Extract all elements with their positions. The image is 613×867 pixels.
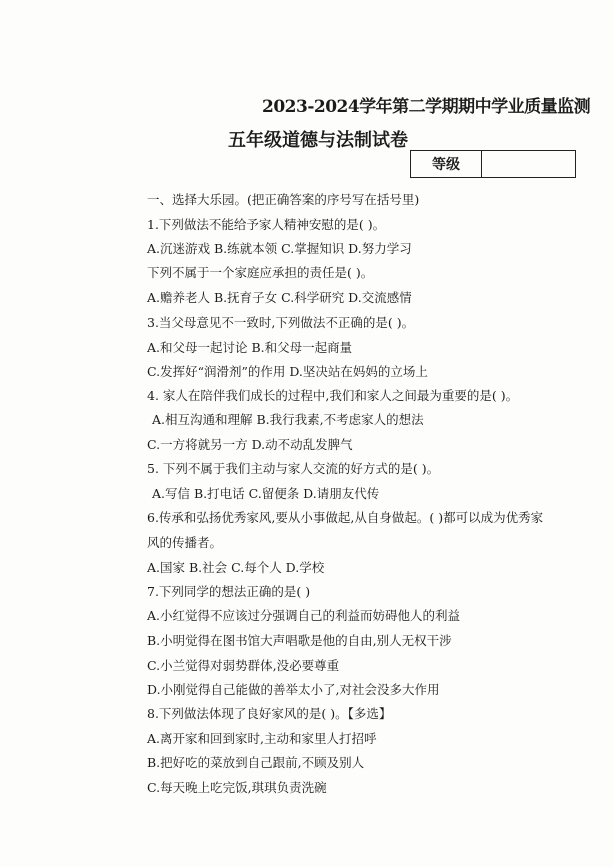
question-7-option-a: A.小红觉得不应该过分强调自己的利益而妨碍他人的利益 [147,608,461,623]
question-1-options: A.沉迷游戏 B.练就本领 C.掌握知识 D.努力学习 [147,241,412,256]
question-8-option-c: C.每天晚上吃完饭,琪琪负责洗碗 [147,780,327,795]
question-6-options: A.国家 B.社会 C.每个人 D.学校 [147,560,325,575]
question-2: 下列不属于一个家庭应承担的责任是( )。 [147,265,374,280]
question-6: 6.传承和弘扬优秀家风,要从小事做起,从自身做起。( )都可以成为优秀家 [147,510,544,525]
question-3-options-cd: C.发挥好“润滑剂”的作用 D.坚决站在妈妈的立场上 [147,364,428,379]
question-7-option-b: B.小明觉得在图书馆大声唱歌是他的自由,别人无权干涉 [147,633,452,648]
question-2-options: A.赡养老人 B.抚育子女 C.科学研究 D.交流感情 [147,290,412,305]
question-6-continued: 风的传播者。 [147,535,223,550]
grade-value-field [482,151,575,177]
question-4-options-ab: A.相互沟通和理解 B.我行我素,不考虑家人的想法 [152,412,424,427]
section-heading: 一、选择大乐园。(把正确答案的序号写在括号里) [147,192,420,207]
exam-title: 2023-2024学年第二学期期中学业质量监测 [262,97,591,117]
question-5-options: A.写信 B.打电话 C.留便条 D.请朋友代传 [152,486,380,501]
question-8-option-a: A.离开家和回到家时,主动和家里人打招呼 [147,731,377,746]
question-5: 5. 下列不属于我们主动与家人交流的好方式的是( )。 [147,461,440,476]
question-3: 3.当父母意见不一致时,下列做法不正确的是( )。 [147,315,415,330]
question-7: 7.下列同学的想法正确的是( ) [147,584,311,599]
question-4: 4. 家人在陪伴我们成长的过程中,我们和家人之间最为重要的是( )。 [147,388,519,403]
question-4-options-cd: C.一方将就另一方 D.动不动乱发脾气 [147,437,353,452]
question-7-option-c: C.小兰觉得对弱势群体,没必要尊重 [147,658,340,673]
question-8: 8.下列做法体现了良好家风的是( )。【多选】 [147,706,392,721]
question-3-options-ab: A.和父母一起讨论 B.和父母一起商量 [147,340,353,355]
exam-subtitle: 五年级道德与法制试卷 [228,130,408,151]
question-7-option-d: D.小刚觉得自己能做的善举太小了,对社会没多大作用 [147,682,440,697]
grade-box [410,150,576,178]
question-8-option-b: B.把好吃的菜放到自己跟前,不顾及别人 [147,755,365,770]
grade-label: 等级 [411,151,482,177]
question-1: 1.下列做法不能给予家人精神安慰的是( )。 [147,217,386,232]
